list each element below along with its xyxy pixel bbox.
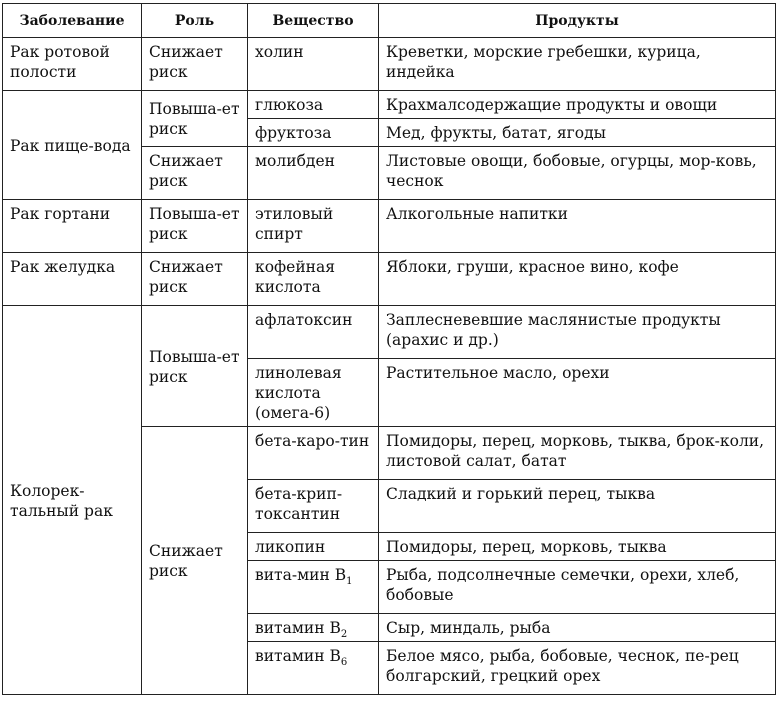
table-row <box>3 38 776 91</box>
substance-cell: кофейная кислота <box>248 253 379 306</box>
role-cell: Снижает риск <box>142 38 248 91</box>
substance-cell: фруктоза <box>248 119 379 147</box>
header-products: Продукты <box>379 4 776 38</box>
disease-cell: Рак пище-вода <box>3 91 142 200</box>
products-cell: Сладкий и горький перец, тыква <box>379 480 776 533</box>
table-row <box>3 306 776 359</box>
substance-cell <box>248 614 379 642</box>
vitamin-b1-name: вита-мин B <box>255 566 347 584</box>
products-cell: Растительное масло, орехи <box>379 359 776 427</box>
vitamin-b6-subscript: 6 <box>340 657 348 668</box>
disease-cell: Рак ротовой полости <box>3 38 142 91</box>
table-row <box>3 200 776 253</box>
disease-cell: Рак желудка <box>3 253 142 306</box>
products-cell: Сыр, миндаль, рыба <box>379 614 776 642</box>
vitamin-b2-name: витамин B <box>255 619 341 637</box>
substance-cell: бета-каро-тин <box>248 427 379 480</box>
substance-cell: этиловый спирт <box>248 200 379 253</box>
header-substance: Вещество <box>248 4 379 38</box>
substance-cell <box>248 642 379 695</box>
role-cell: Повыша-ет риск <box>142 91 248 147</box>
products-cell: Заплесневевшие маслянистые продукты (арахис и др.) <box>379 306 776 359</box>
vitamin-b1-subscript: 1 <box>346 576 353 587</box>
cancer-nutrition-table <box>2 3 776 695</box>
products-cell: Креветки, морские гребешки, курица, индейка <box>379 38 776 91</box>
role-cell: Снижает риск <box>142 253 248 306</box>
products-cell: Яблоки, груши, красное вино, кофе <box>379 253 776 306</box>
role-cell: Повыша-ет риск <box>142 306 248 427</box>
disease-cell: Рак гортани <box>3 200 142 253</box>
table-row <box>3 253 776 306</box>
role-cell: Снижает риск <box>142 147 248 200</box>
header-disease: Заболевание <box>3 4 142 38</box>
role-cell: Снижает риск <box>142 427 248 695</box>
products-cell: Мед, фрукты, батат, ягоды <box>379 119 776 147</box>
disease-cell: Колорек-тальный рак <box>3 306 142 695</box>
header-row <box>3 4 776 38</box>
substance-cell: ликопин <box>248 533 379 561</box>
header-role: Роль <box>142 4 248 38</box>
products-cell: Листовые овощи, бобовые, огурцы, мор-ковь, чеснок <box>379 147 776 200</box>
substance-cell: бета-крип-токсантин <box>248 480 379 533</box>
substance-cell: холин <box>248 38 379 91</box>
role-cell: Повыша-ет риск <box>142 200 248 253</box>
products-cell: Рыба, подсолнечные семечки, орехи, хлеб, бобовые <box>379 561 776 614</box>
substance-cell <box>248 561 379 614</box>
vitamin-b2-subscript: 2 <box>340 629 348 640</box>
table-row <box>3 91 776 119</box>
substance-cell: глюкоза <box>248 91 379 119</box>
substance-cell: линолевая кислота (омега-6) <box>248 359 379 427</box>
vitamin-b6-name: витамин B <box>255 647 341 665</box>
products-cell: Белое мясо, рыба, бобовые, чеснок, пе-рец болгарский, грецкий орех <box>379 642 776 695</box>
substance-cell: молибден <box>248 147 379 200</box>
products-cell: Помидоры, перец, морковь, тыква, брок-коли, листовой салат, батат <box>379 427 776 480</box>
products-cell: Помидоры, перец, морковь, тыква <box>379 533 776 561</box>
products-cell: Крахмалсодержащие продукты и овощи <box>379 91 776 119</box>
substance-cell: афлатоксин <box>248 306 379 359</box>
products-cell: Алкогольные напитки <box>379 200 776 253</box>
